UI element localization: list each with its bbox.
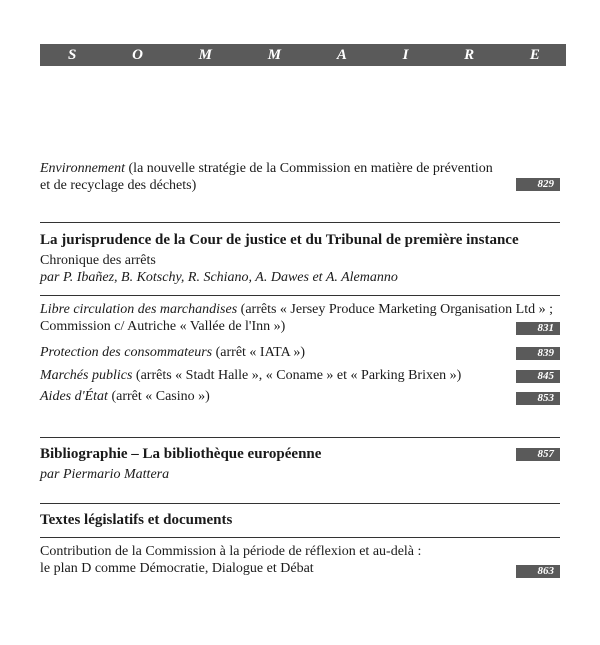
entry-libre-circulation[interactable] <box>40 301 560 335</box>
banner-letter: A <box>336 46 347 63</box>
entry-protection-consommateurs[interactable] <box>40 344 560 361</box>
entry-desc: (arrêt « IATA ») <box>212 345 306 360</box>
divider <box>40 437 560 438</box>
divider <box>40 295 560 296</box>
sommaire-banner <box>40 44 566 66</box>
textes-line1: Contribution de la Commission à la période de réflexion et au-delà : <box>40 544 422 559</box>
banner-letter: S <box>68 46 77 63</box>
divider <box>40 503 560 504</box>
jurisprudence-authors: par P. Ibañez, B. Kotschy, R. Schiano, A. Dawes et A. Alemanno <box>40 270 398 285</box>
entry-page[interactable]: 831 <box>516 322 560 335</box>
environment-desc-line2: et de recyclage des déchets) <box>40 178 197 193</box>
entry-page[interactable]: 853 <box>516 392 560 405</box>
entry-topic: Marchés publics <box>40 368 133 383</box>
banner-letter: E <box>529 46 540 63</box>
banner-letter: O <box>132 46 143 63</box>
banner-letter: I <box>402 46 409 63</box>
bibliographie-author: par Piermario Mattera <box>40 467 170 482</box>
entry-desc: (arrêt « Casino ») <box>107 389 210 404</box>
banner-letter: M <box>267 46 282 63</box>
entry-topic: Protection des consommateurs <box>40 345 213 360</box>
divider <box>40 222 560 223</box>
divider <box>40 537 560 538</box>
bibliographie-title: Bibliographie – La bibliothèque européenne <box>40 446 322 462</box>
textes-line2: le plan D comme Démocratie, Dialogue et Débat <box>40 561 314 576</box>
entry-topic: Libre circulation des marchandises <box>40 302 238 317</box>
entry-desc: (arrêts « Jersey Produce Marketing Organisation Ltd » ; <box>237 302 553 317</box>
environment-desc: (la nouvelle stratégie de la Commission en matière de prévention <box>125 161 493 176</box>
entry-topic: Aides d'État <box>40 389 108 404</box>
environment-page[interactable]: 829 <box>516 178 560 191</box>
banner-letter: M <box>198 46 212 63</box>
textes-entry[interactable] <box>40 543 560 577</box>
entry-desc: (arrêts « Stadt Halle », « Coname » et « Parking Brixen ») <box>132 368 462 383</box>
environment-entry[interactable] <box>40 160 560 194</box>
jurisprudence-title: La jurisprudence de la Cour de justice et du Tribunal de première instance <box>40 232 519 248</box>
entry-page[interactable]: 839 <box>516 347 560 360</box>
textes-page[interactable]: 863 <box>516 565 560 578</box>
banner-letter: R <box>464 46 475 63</box>
jurisprudence-subtitle: Chronique des arrêts <box>40 253 156 268</box>
entry-marches-publics[interactable] <box>40 367 560 384</box>
environment-topic: Environnement <box>40 161 126 176</box>
entry-page[interactable]: 845 <box>516 370 560 383</box>
entry-aides-etat[interactable] <box>40 388 560 405</box>
bibliographie-page[interactable]: 857 <box>516 448 560 461</box>
entry-desc-line2: Commission c/ Autriche « Vallée de l'Inn ») <box>40 319 286 334</box>
textes-title: Textes législatifs et documents <box>40 512 233 528</box>
